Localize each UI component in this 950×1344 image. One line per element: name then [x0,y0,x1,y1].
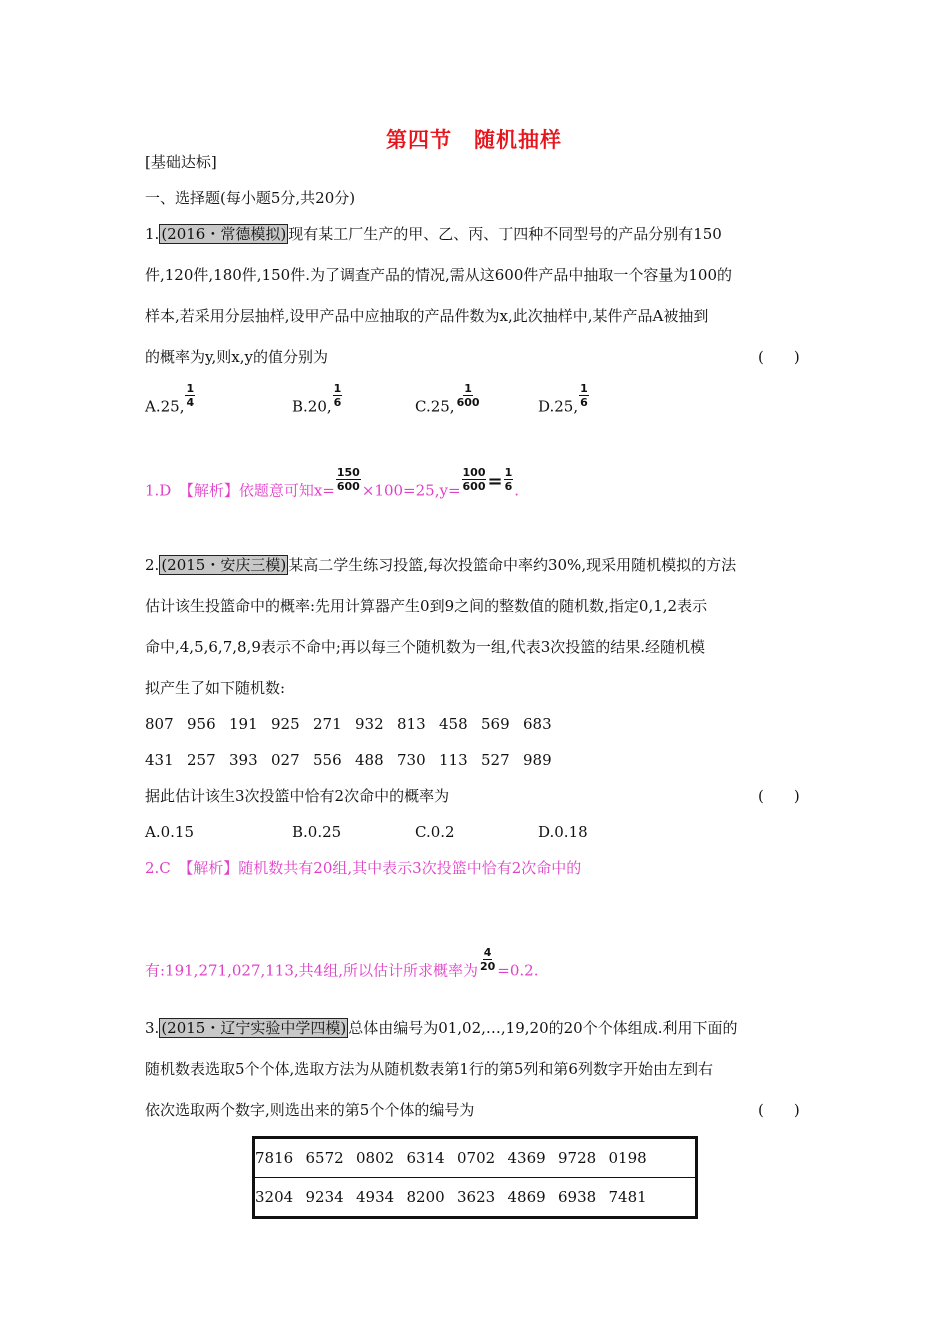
solution-fraction: $\frac{150}{600}$ [336,466,360,493]
q1-option-c [415,382,482,421]
q2-random-row-2: 431 257 393 027 556 488 730 113 527 989 [145,751,552,769]
option-fraction: $\frac{1}{600}$ [456,382,480,409]
q2-option-d: D.0.18 [538,823,588,841]
table-row: 3204 9234 4934 8200 3623 4869 6938 7481 [255,1188,647,1206]
q3-source-tag: (2015・辽宁实验中学四模) [161,1019,347,1037]
option-label: C.25, [415,397,455,416]
q2-source-tag: (2015・安庆三模) [161,556,287,574]
q2-line4: 拟产生了如下随机数: [145,679,286,697]
q2-question: 据此估计该生3次投篮中恰有2次命中的概率为 [145,787,450,805]
q2-text: 某高二学生练习投篮,每次投篮命中率约30%,现采用随机模拟的方法 [288,556,737,574]
solution-fraction: $\frac{4}{20}$ [479,946,496,973]
q1-option-d [538,382,590,421]
part-heading: 一、选择题(每小题5分,共20分) [145,189,356,207]
q1-option-b [292,382,343,421]
option-fraction: $\frac{1}{4}$ [186,382,195,409]
q2-option-b: B.0.25 [292,823,342,841]
q2-random-row-1: 807 956 191 925 271 932 813 458 569 683 [145,715,552,733]
solution-fraction: $\frac{1}{6}$ [504,466,513,493]
q1-text: 现有某工厂生产的甲、乙、丙、丁四种不同型号的产品分别有150 [288,225,722,243]
q2-line2: 估计该生投篮命中的概率:先用计算器产生0到9之间的整数值的随机数,指定0,1,2表示 [145,597,708,615]
q2-line3: 命中,4,5,6,7,8,9表示不命中;再以每三个随机数为一组,代表3次投篮的结果.经随机模 [145,638,706,656]
q1-source-tag: (2016・常德模拟) [161,225,287,243]
q2-solution-line2: 有:191,271,027,113,共4组,所以估计所求概率为 $\frac{4}{20}$ =0.2. [145,946,539,980]
q3-line1 [145,1018,737,1038]
q3-number: 3. [145,1019,160,1037]
q3-line3: 依次选取两个数字,则选出来的第5个个体的编号为 [145,1101,475,1119]
q1-line3: 样本,若采用分层抽样,设甲产品中应抽取的产品件数为x,此次抽样中,某件产品A被抽到 [145,307,709,325]
q2-option-c: C.0.2 [415,823,455,841]
q1-line2: 件,120件,180件,150件.为了调查产品的情况,需从这600件产品中抽取一个容量为100的 [145,266,732,284]
q1-solution: 1.D 【解析】依题意可知x= $\frac{150}{600}$ ×100=25,y= $\frac{100}{600}$ = $\frac{1}{6}$ . [145,466,520,500]
option-fraction: $\frac{1}{6}$ [580,382,588,409]
solution-fraction: $\frac{100}{600}$ [462,466,486,493]
random-number-table [252,1136,698,1219]
option-label: B.20, [292,397,332,416]
option-fraction: $\frac{1}{6}$ [333,382,342,409]
q1-number: 1. [145,225,160,243]
q3-line2: 随机数表选取5个个体,选取方法为从随机数表第1行的第5列和第6列数字开始由左到右 [145,1060,713,1078]
q2-number: 2. [145,556,160,574]
q2-solution-line1: 2.C 【解析】随机数共有20组,其中表示3次投篮中恰有2次命中的 [145,859,582,877]
q2-line1 [145,555,736,575]
option-label: D.25, [538,397,579,416]
q1-line4: 的概率为y,则x,y的值分别为 [145,348,328,366]
table-row: 7816 6572 0802 6314 0702 4369 9728 0198 [254,1138,697,1178]
q1-answer-paren: ( ) [758,348,800,366]
q1-option-a [145,382,196,421]
q2-answer-paren: ( ) [758,787,800,805]
option-label: A.25, [145,397,185,416]
q1-line1 [145,224,722,244]
page-title: 第四节 随机抽样 [386,127,562,152]
q3-text: 总体由编号为01,02,…,19,20的20个个体组成.利用下面的 [348,1019,738,1037]
q2-option-a: A.0.15 [145,823,194,841]
q3-answer-paren: ( ) [758,1101,800,1119]
section-label: [基础达标] [145,153,217,171]
